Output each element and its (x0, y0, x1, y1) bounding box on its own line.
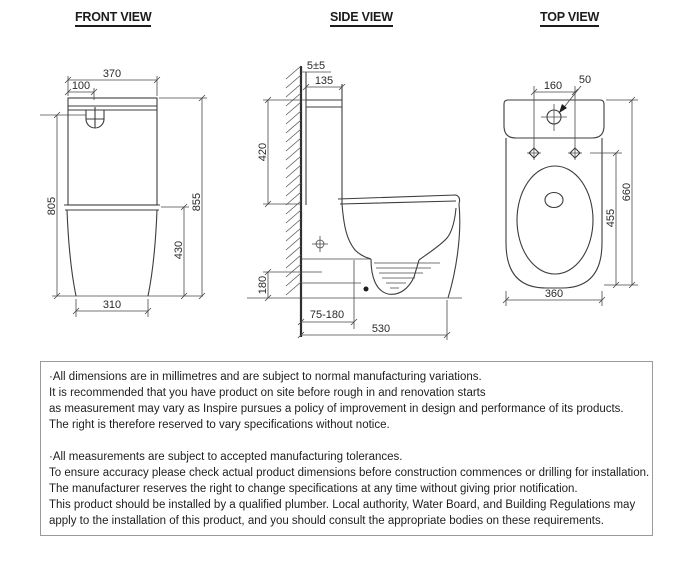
note-line: The manufacturer reserves the right to change specifications at any time without giving prior notification. (49, 483, 578, 495)
side-seat-lines (338, 195, 460, 204)
side-dim-180-label: 180 (257, 275, 269, 295)
front-dim-310-label: 310 (102, 299, 122, 311)
side-dim-420-lines (263, 97, 306, 207)
side-dim-135-label: 135 (314, 75, 334, 87)
front-dim-370-label: 370 (102, 68, 122, 80)
front-view-title: FRONT VIEW (75, 10, 151, 27)
side-underside-curve (419, 208, 456, 260)
side-outlet-dot (364, 287, 369, 292)
note-line: as measurement may vary as Inspire pursues a policy of improvement in design and performance of its products. (49, 403, 624, 415)
side-cistern-outline (306, 72, 342, 205)
front-cistern-outline (68, 98, 157, 205)
front-dim-100-label: 100 (71, 80, 91, 92)
side-outlet-lines (263, 259, 371, 283)
front-cistern-lid-lines (68, 106, 157, 110)
note-line: The right is therefore reserved to vary specifications without notice. (49, 419, 390, 431)
front-dim-855-label: 855 (191, 192, 203, 212)
front-dim-805-label: 805 (46, 196, 58, 216)
top-dim-50-label: 50 (578, 74, 592, 86)
side-bowl-back-curve (342, 204, 371, 259)
side-dim-420-label: 420 (257, 142, 269, 162)
top-dim-360-label: 360 (544, 288, 564, 300)
side-dim-setout-label: 75-180 (309, 309, 345, 321)
top-view-drawing (503, 74, 638, 306)
side-sump-outline (371, 259, 419, 294)
note-line: ·All dimensions are in millimetres and are subject to normal manufacturing variations. (49, 371, 482, 383)
front-view-drawing (40, 68, 207, 317)
top-inlet-oval (545, 193, 563, 208)
note-line: To ensure accuracy please check actual product dimensions before construction commences or drilling for installation. (49, 467, 650, 479)
side-dim-gap-label: 5±5 (306, 60, 326, 72)
note-line: This product should be installed by a qualified plumber. Local authority, Water Board, and Building Regulations may (49, 499, 636, 511)
side-view-title: SIDE VIEW (330, 10, 393, 27)
front-dim-430-label: 430 (173, 240, 185, 260)
notes-box (40, 361, 653, 536)
note-line: It is recommended that you have product on site before rough in and renovation starts (49, 387, 486, 399)
paragraph-gap (49, 433, 652, 449)
front-pan-outline (67, 210, 157, 296)
note-line: apply to the installation of this product, and you should consult the appropriate bodies on these requirements. (49, 515, 604, 527)
top-dim-455-label: 455 (605, 208, 617, 228)
side-view-drawing (247, 60, 462, 340)
top-seat-oval (517, 166, 593, 274)
side-water-trap-lines (374, 263, 440, 288)
side-fixing-hole-marker (312, 236, 328, 252)
top-dim-660-label: 660 (621, 182, 633, 202)
top-dim-160-label: 160 (543, 80, 563, 92)
side-dim-530-label: 530 (371, 323, 391, 335)
note-line: ·All measurements are subject to accepted manufacturing tolerances. (49, 451, 403, 463)
top-pan-outline (506, 138, 602, 288)
side-bowl-front-face (448, 204, 460, 298)
front-seat-lines (64, 205, 160, 210)
top-view-title: TOP VIEW (540, 10, 599, 27)
